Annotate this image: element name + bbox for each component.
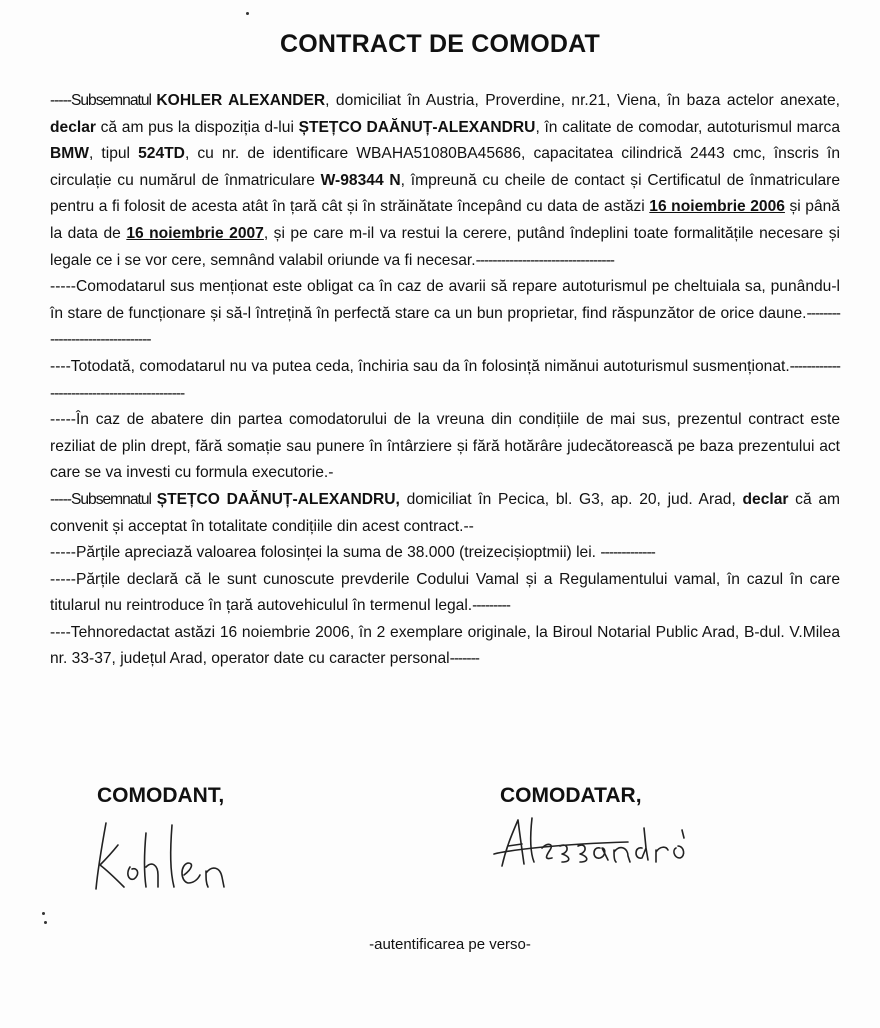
declar-word-2: declar (742, 490, 789, 508)
p1-text-3: , în calitate de comodar, autoturismul marca (535, 118, 840, 136)
p6-text: -----Părțile apreciază valoarea folosinței la suma de 38.000 (treizecișioptmii) lei. (50, 544, 597, 562)
borrower-signature-label: COMODATAR, (500, 784, 642, 807)
declar-word: declar (50, 118, 96, 136)
lender-handwritten-signature (88, 815, 248, 895)
p3-trailing-dashes: -------------------------------------------- (50, 357, 840, 402)
p1-text-7: și până la data de (50, 198, 840, 242)
paragraph-termination (50, 407, 840, 487)
p1-text-1: , domiciliat în Austria, Proverdine, nr.21, Viena, în baza actelor anexate, (325, 92, 840, 109)
p8-trailing-dashes: ------- (449, 650, 479, 668)
car-brand: BMW (50, 145, 89, 163)
p5-lead: -----Subsemnatul (50, 490, 157, 508)
contract-body (50, 88, 840, 673)
scan-speck (42, 912, 45, 915)
start-date: 16 noiembrie 2006 (649, 198, 785, 216)
p6-trailing-dashes: ------------- (600, 544, 655, 562)
paragraph-no-transfer (50, 354, 840, 407)
p5-text-1: domiciliat în Pecica, bl. G3, ap. 20, jud. Arad, (399, 490, 743, 508)
car-model: 524TD (138, 145, 185, 163)
borrower-name-2: ȘTEȚCO DAĂNUȚ-ALEXANDRU, (156, 490, 400, 508)
p1-text-6: , împreună cu cheile de contact și Certificatul de înmatriculare pentru a fi folosit de acesta atât în țară cât și în străinătate începând cu data de astăzi (50, 171, 840, 216)
p2-trailing-dashes: -------------------------------- (50, 304, 840, 349)
paragraph-customs (50, 567, 840, 620)
p1-text-5: , cu nr. de identificare WBAHA51080BA45686, capacitatea cilindrică 2443 cmc, înscris în circulație cu numărul de înmatriculare (50, 145, 840, 189)
paragraph-borrower-acceptance (50, 487, 840, 540)
p1-trailing-dashes: --------------------------------- (475, 251, 614, 269)
scan-speck (44, 921, 47, 924)
registration-plate: W-98344 N (320, 171, 401, 189)
scan-speck (246, 12, 249, 15)
p1-lead: -----Subsemnatul (50, 92, 157, 109)
p5-text-2: că am convenit și acceptat în totalitate condițiile din acest contract.-- (50, 490, 840, 535)
p4-text: -----În caz de abatere din partea comodatorului de la vreuna din condițiile de mai sus, prezentul contract este reziliat de plin drept, fără somație sau punere în întârziere și fără hotărâre judecătorească pe baza prezentului act care se va investi cu formula executorie.- (50, 411, 840, 482)
p2-text: -----Comodatarul sus menționat este obligat ca în caz de avarii să repare autoturismul pe cheltuiala sa, punându-l în stare de funcționare și să-l întrețină în perfectă stare ca un bun proprietar, find răspunzător de orice daune. (50, 278, 840, 322)
p7-trailing-dashes: --------- (472, 597, 510, 615)
footer-note: -autentificarea pe verso- (369, 936, 531, 953)
p3-text: ----Totodată, comodatarul nu va putea ceda, închiria sau da în folosință nimănui autoturismul susmenționat. (50, 357, 790, 375)
borrower-handwritten-signature (488, 808, 708, 878)
lender-name: KOHLER ALEXANDER (156, 92, 326, 109)
p8-text: ----Tehnoredactat astăzi 16 noiembrie 2006, în 2 exemplare originale, la Biroul Notarial Public Arad, B-dul. V.Milea nr. 33-37, județul Arad, operator date cu caracter personal (50, 623, 840, 668)
p1-text-2: că am pus la dispoziția d-lui (95, 118, 299, 136)
p1-text-4: , tipul (88, 145, 139, 163)
paragraph-drafting (50, 620, 840, 673)
end-date: 16 noiembrie 2007 (126, 224, 264, 242)
p1-text-8: , și pe care m-il va restui la cerere, putând îndeplini toate formalitățile necesare și legale ce i se vor cere, semnând valabil oriunde va fi necesar. (50, 224, 840, 269)
paragraph-borrower-obligations (50, 274, 840, 354)
lender-signature-label: COMODANT, (97, 784, 225, 807)
paragraph-lender-declaration (50, 88, 840, 274)
p7-text: -----Părțile declară că le sunt cunoscute prevderile Codului Vamal și a Regulamentului vamal, în cazul în care titularul nu reintroduce în țară autovehiculul în termenul legal. (50, 570, 840, 615)
borrower-name: ȘTEȚCO DAĂNUȚ-ALEXANDRU (298, 118, 536, 136)
paragraph-value (50, 540, 840, 567)
document-title: CONTRACT DE COMODAT (280, 30, 600, 58)
